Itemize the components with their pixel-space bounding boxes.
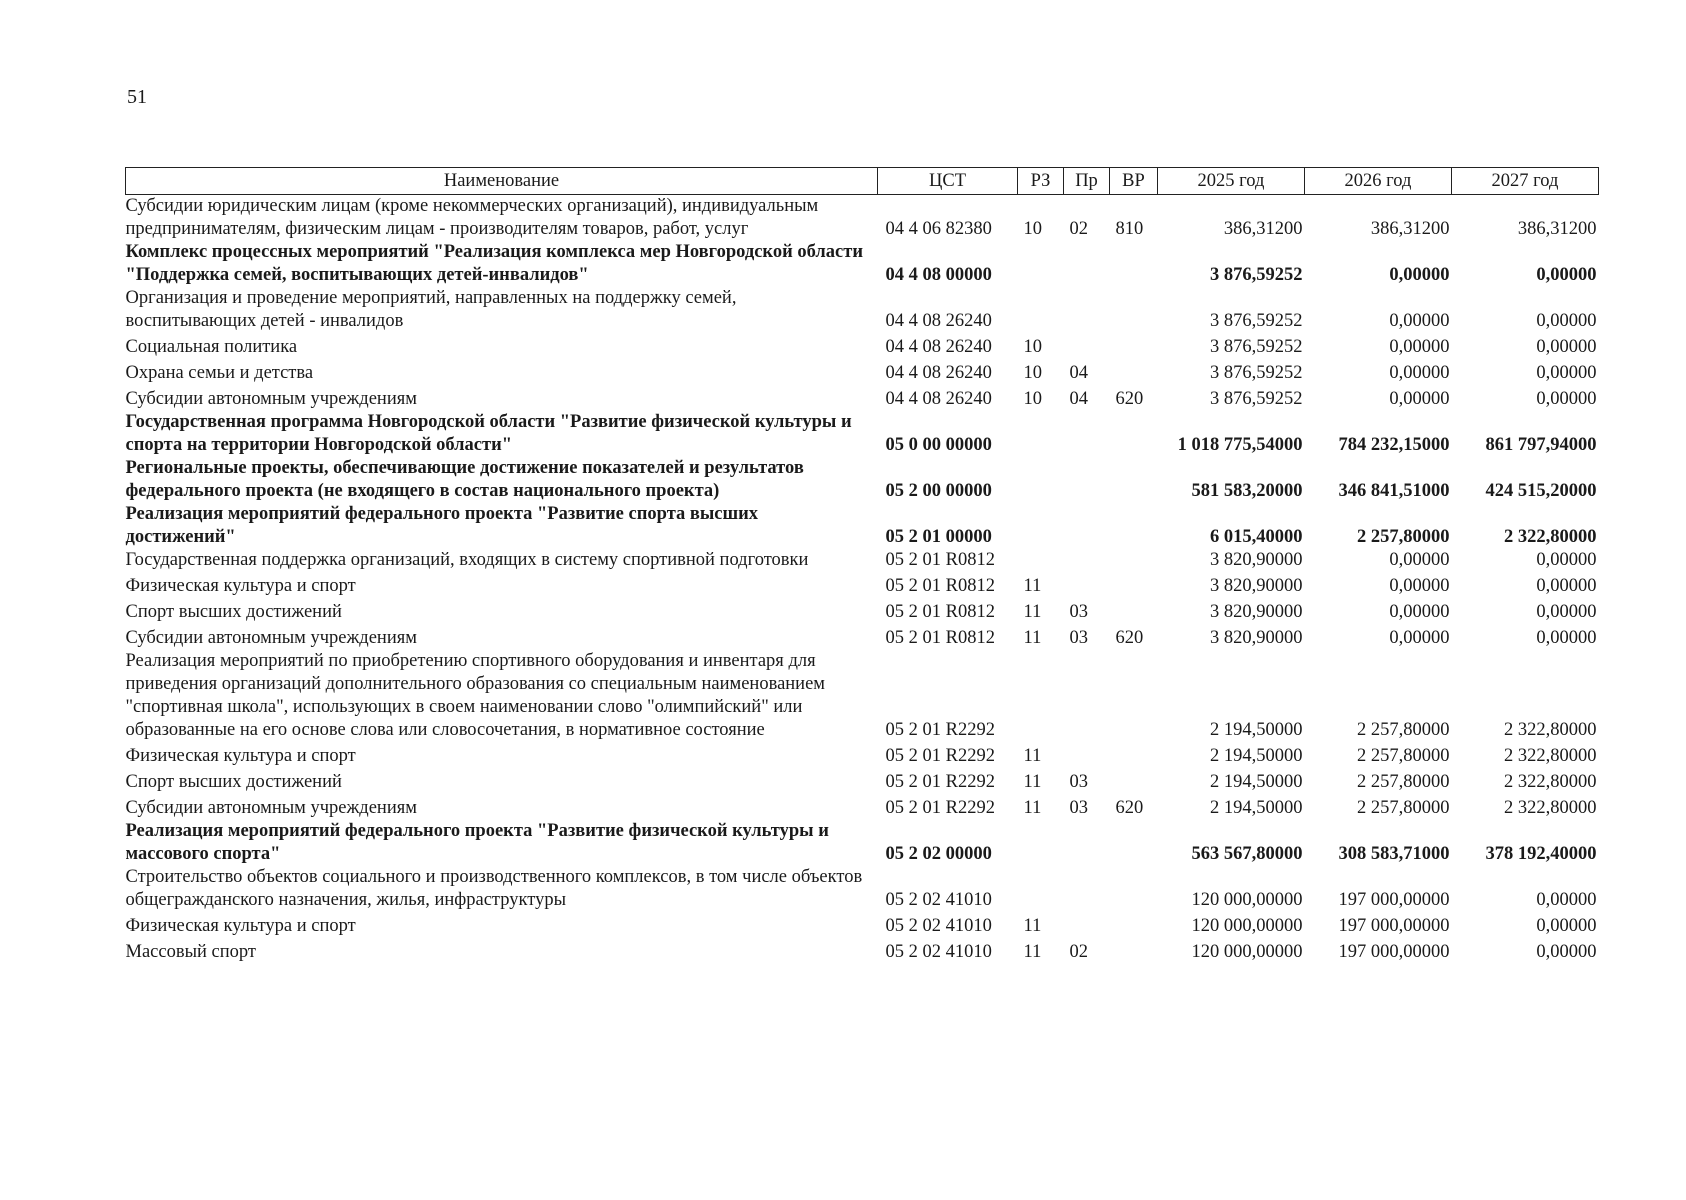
row-vr — [1110, 820, 1158, 866]
row-cst: 05 2 00 00000 — [885, 481, 992, 501]
row-cst: 05 2 02 41010 — [885, 942, 992, 962]
row-name: Спорт высших достижений — [125, 602, 342, 622]
row-vr — [1110, 768, 1158, 794]
table-row — [126, 385, 1599, 411]
row-pr — [1064, 572, 1110, 598]
row-value-2025: 3 876,59252 — [1210, 389, 1303, 409]
row-rz: 10 — [1023, 219, 1042, 239]
row-value-2027: 2 322,80000 — [1504, 772, 1597, 792]
row-vr — [1110, 598, 1158, 624]
row-name: Реализация мероприятий по приобретению спортивного оборудования и инвентаря для приведения организаций дополнительного образования со специальным наименованием "спортивная школа", использующих в своем наименовании слово "олимпийский" или образованные на его основе слова или словосочетания, в нормативное состояние — [125, 651, 825, 740]
row-rz: 11 — [1023, 942, 1042, 962]
row-value-2027: 2 322,80000 — [1504, 720, 1597, 740]
row-pr: 03 — [1069, 628, 1088, 648]
row-cst: 05 2 01 R0812 — [885, 576, 995, 596]
row-vr — [1110, 866, 1158, 912]
header-2027: 2027 год — [1452, 168, 1599, 195]
row-cst: 05 2 01 R2292 — [885, 798, 995, 818]
row-value-2026: 784 232,15000 — [1338, 435, 1450, 455]
row-cst: 05 2 01 R0812 — [885, 550, 995, 570]
row-vr — [1110, 287, 1158, 333]
row-name: Физическая культура и спорт — [125, 576, 356, 596]
table-row — [126, 768, 1599, 794]
header-pr: Пр — [1064, 168, 1110, 195]
row-vr — [1110, 912, 1158, 938]
row-value-2027: 378 192,40000 — [1485, 844, 1597, 864]
page-number: 51 — [127, 86, 147, 108]
row-cst: 04 4 08 26240 — [885, 363, 992, 383]
row-rz — [1018, 287, 1064, 333]
row-value-2025: 2 194,50000 — [1210, 720, 1303, 740]
row-vr: 620 — [1115, 389, 1144, 409]
row-value-2027: 0,00000 — [1536, 890, 1597, 910]
table-row — [126, 572, 1599, 598]
row-value-2026: 0,00000 — [1389, 550, 1450, 570]
row-value-2025: 120 000,00000 — [1191, 942, 1303, 962]
row-cst: 04 4 08 00000 — [885, 265, 992, 285]
row-value-2026: 0,00000 — [1389, 389, 1450, 409]
row-value-2025: 120 000,00000 — [1191, 916, 1303, 936]
budget-table — [125, 167, 1599, 964]
row-value-2027: 0,00000 — [1536, 576, 1597, 596]
row-vr: 810 — [1115, 219, 1144, 239]
row-value-2026: 386,31200 — [1370, 219, 1450, 239]
row-value-2026: 0,00000 — [1389, 628, 1450, 648]
row-value-2027: 0,00000 — [1536, 389, 1597, 409]
row-pr — [1064, 287, 1110, 333]
row-cst: 05 2 01 R2292 — [885, 746, 995, 766]
row-pr: 02 — [1069, 942, 1088, 962]
row-name: Реализация мероприятий федерального проекта "Развитие физической культуры и массового спорта" — [125, 821, 829, 864]
row-vr — [1110, 333, 1158, 359]
row-rz — [1018, 866, 1064, 912]
table-row — [126, 938, 1599, 964]
table-row — [126, 457, 1599, 503]
row-value-2027: 861 797,94000 — [1485, 435, 1597, 455]
row-cst: 05 0 00 00000 — [885, 435, 992, 455]
row-value-2026: 0,00000 — [1389, 311, 1450, 331]
row-name: Охрана семьи и детства — [125, 363, 314, 383]
row-pr — [1064, 549, 1110, 572]
row-value-2027: 0,00000 — [1536, 337, 1597, 357]
table-body — [126, 195, 1599, 965]
row-name: Реализация мероприятий федерального проекта "Развитие спорта высших достижений" — [125, 504, 759, 547]
row-name: Субсидии автономным учреждениям — [125, 798, 417, 818]
row-name: Государственная программа Новгородской области "Развитие физической культуры и спорта на территории Новгородской области" — [125, 412, 852, 455]
row-pr — [1064, 333, 1110, 359]
row-value-2027: 0,00000 — [1536, 363, 1597, 383]
row-value-2025: 3 876,59252 — [1210, 311, 1303, 331]
row-value-2025: 6 015,40000 — [1210, 527, 1303, 547]
table-header-row — [126, 168, 1599, 195]
row-vr — [1110, 359, 1158, 385]
row-rz: 11 — [1023, 772, 1042, 792]
row-rz: 10 — [1023, 337, 1042, 357]
row-pr: 03 — [1069, 772, 1088, 792]
row-cst: 05 2 01 R2292 — [885, 772, 995, 792]
row-rz — [1018, 820, 1064, 866]
row-pr: 03 — [1069, 602, 1088, 622]
row-value-2027: 0,00000 — [1536, 265, 1597, 285]
row-value-2025: 3 820,90000 — [1210, 576, 1303, 596]
row-name: Социальная политика — [125, 337, 298, 357]
row-pr — [1064, 650, 1110, 742]
row-rz — [1018, 457, 1064, 503]
row-name: Физическая культура и спорт — [125, 916, 356, 936]
row-value-2027: 0,00000 — [1536, 628, 1597, 648]
row-cst: 04 4 08 26240 — [885, 389, 992, 409]
row-pr — [1064, 241, 1110, 287]
row-value-2025: 3 820,90000 — [1210, 550, 1303, 570]
header-2026: 2026 год — [1305, 168, 1452, 195]
row-value-2026: 0,00000 — [1389, 363, 1450, 383]
row-cst: 05 2 02 00000 — [885, 844, 992, 864]
row-cst: 05 2 02 41010 — [885, 916, 992, 936]
row-name: Спорт высших достижений — [125, 772, 342, 792]
table-row — [126, 241, 1599, 287]
table-row — [126, 912, 1599, 938]
row-value-2025: 2 194,50000 — [1210, 798, 1303, 818]
row-pr — [1064, 742, 1110, 768]
row-pr — [1064, 457, 1110, 503]
row-name: Строительство объектов социального и производственного комплексов, в том числе объектов общегражданского назначения, жилья, инфраструктуры — [125, 867, 863, 910]
table-row — [126, 866, 1599, 912]
row-value-2026: 0,00000 — [1389, 265, 1450, 285]
row-cst: 04 4 08 26240 — [885, 337, 992, 357]
row-rz: 10 — [1023, 389, 1042, 409]
row-value-2025: 2 194,50000 — [1210, 772, 1303, 792]
row-name: Субсидии автономным учреждениям — [125, 628, 417, 648]
row-pr — [1064, 866, 1110, 912]
row-value-2026: 308 583,71000 — [1338, 844, 1450, 864]
row-value-2026: 197 000,00000 — [1338, 890, 1450, 910]
row-value-2025: 3 876,59252 — [1210, 363, 1303, 383]
row-vr — [1110, 241, 1158, 287]
row-value-2026: 197 000,00000 — [1338, 942, 1450, 962]
row-vr — [1110, 650, 1158, 742]
row-pr: 02 — [1069, 219, 1088, 239]
row-pr: 03 — [1069, 798, 1088, 818]
row-rz: 11 — [1023, 576, 1042, 596]
row-rz — [1018, 503, 1064, 549]
row-value-2027: 2 322,80000 — [1504, 746, 1597, 766]
row-value-2026: 2 257,80000 — [1357, 772, 1450, 792]
row-pr — [1064, 503, 1110, 549]
row-value-2027: 2 322,80000 — [1504, 527, 1597, 547]
row-value-2025: 3 820,90000 — [1210, 602, 1303, 622]
row-value-2025: 386,31200 — [1223, 219, 1303, 239]
row-value-2025: 581 583,20000 — [1191, 481, 1303, 501]
row-rz: 11 — [1023, 746, 1042, 766]
table-row — [126, 624, 1599, 650]
row-value-2026: 346 841,51000 — [1338, 481, 1450, 501]
row-value-2025: 3 876,59252 — [1210, 265, 1303, 285]
row-value-2026: 2 257,80000 — [1357, 746, 1450, 766]
row-name: Комплекс процессных мероприятий "Реализация комплекса мер Новгородской области "Поддержка семей, воспитывающих детей-инвалидов" — [125, 242, 864, 285]
row-rz: 10 — [1023, 363, 1042, 383]
row-pr — [1064, 411, 1110, 457]
table-row — [126, 359, 1599, 385]
row-pr — [1064, 912, 1110, 938]
row-value-2025: 563 567,80000 — [1191, 844, 1303, 864]
row-rz: 11 — [1023, 602, 1042, 622]
row-value-2025: 120 000,00000 — [1191, 890, 1303, 910]
row-cst: 05 2 01 R2292 — [885, 720, 995, 740]
row-value-2027: 0,00000 — [1536, 311, 1597, 331]
row-cst: 04 4 08 26240 — [885, 311, 992, 331]
row-vr: 620 — [1115, 628, 1144, 648]
row-name: Массовый спорт — [125, 942, 256, 962]
row-pr: 04 — [1069, 389, 1088, 409]
row-rz — [1018, 650, 1064, 742]
row-rz: 11 — [1023, 916, 1042, 936]
row-vr — [1110, 549, 1158, 572]
row-rz — [1018, 549, 1064, 572]
row-value-2027: 424 515,20000 — [1485, 481, 1597, 501]
header-name: Наименование — [126, 168, 878, 195]
row-value-2026: 2 257,80000 — [1357, 720, 1450, 740]
row-pr — [1064, 820, 1110, 866]
table-row — [126, 549, 1599, 572]
row-value-2025: 2 194,50000 — [1210, 746, 1303, 766]
table-row — [126, 650, 1599, 742]
header-vr: ВР — [1110, 168, 1158, 195]
row-value-2027: 0,00000 — [1536, 550, 1597, 570]
row-rz — [1018, 241, 1064, 287]
row-cst: 05 2 01 00000 — [885, 527, 992, 547]
row-vr — [1110, 503, 1158, 549]
row-value-2026: 2 257,80000 — [1357, 527, 1450, 547]
row-value-2027: 0,00000 — [1536, 916, 1597, 936]
row-name: Организация и проведение мероприятий, направленных на поддержку семей, воспитывающих детей - инвалидов — [125, 288, 737, 331]
table-row — [126, 742, 1599, 768]
row-name: Физическая культура и спорт — [125, 746, 356, 766]
row-name: Региональные проекты, обеспечивающие достижение показателей и результатов федерального проекта (не входящего в состав национального проекта) — [125, 458, 804, 501]
table-row — [126, 333, 1599, 359]
row-value-2026: 0,00000 — [1389, 576, 1450, 596]
row-value-2026: 0,00000 — [1389, 602, 1450, 622]
row-pr: 04 — [1069, 363, 1088, 383]
table-row — [126, 794, 1599, 820]
row-vr — [1110, 572, 1158, 598]
row-value-2025: 1 018 775,54000 — [1177, 435, 1303, 455]
row-value-2025: 3 876,59252 — [1210, 337, 1303, 357]
row-cst: 04 4 06 82380 — [885, 219, 992, 239]
row-value-2025: 3 820,90000 — [1210, 628, 1303, 648]
table-row — [126, 287, 1599, 333]
row-cst: 05 2 01 R0812 — [885, 628, 995, 648]
header-rz: РЗ — [1018, 168, 1064, 195]
row-value-2026: 2 257,80000 — [1357, 798, 1450, 818]
row-name: Государственная поддержка организаций, входящих в систему спортивной подготовки — [125, 550, 809, 570]
row-rz: 11 — [1023, 798, 1042, 818]
row-value-2026: 197 000,00000 — [1338, 916, 1450, 936]
row-value-2026: 0,00000 — [1389, 337, 1450, 357]
row-name: Субсидии автономным учреждениям — [125, 389, 417, 409]
row-rz: 11 — [1023, 628, 1042, 648]
row-rz — [1018, 411, 1064, 457]
table-row — [126, 820, 1599, 866]
row-name: Субсидии юридическим лицам (кроме некоммерческих организаций), индивидуальным предпринимателям, физическим лицам - производителям товаров, работ, услуг — [125, 196, 819, 239]
table-row — [126, 503, 1599, 549]
row-value-2027: 0,00000 — [1536, 602, 1597, 622]
row-vr — [1110, 457, 1158, 503]
row-value-2027: 0,00000 — [1536, 942, 1597, 962]
row-cst: 05 2 02 41010 — [885, 890, 992, 910]
row-vr: 620 — [1115, 798, 1144, 818]
row-value-2027: 2 322,80000 — [1504, 798, 1597, 818]
row-cst: 05 2 01 R0812 — [885, 602, 995, 622]
row-vr — [1110, 411, 1158, 457]
row-value-2027: 386,31200 — [1517, 219, 1597, 239]
table-row — [126, 411, 1599, 457]
header-2025: 2025 год — [1158, 168, 1305, 195]
header-cst: ЦСТ — [878, 168, 1018, 195]
table-row — [126, 598, 1599, 624]
table-row — [126, 195, 1599, 242]
row-vr — [1110, 938, 1158, 964]
row-vr — [1110, 742, 1158, 768]
